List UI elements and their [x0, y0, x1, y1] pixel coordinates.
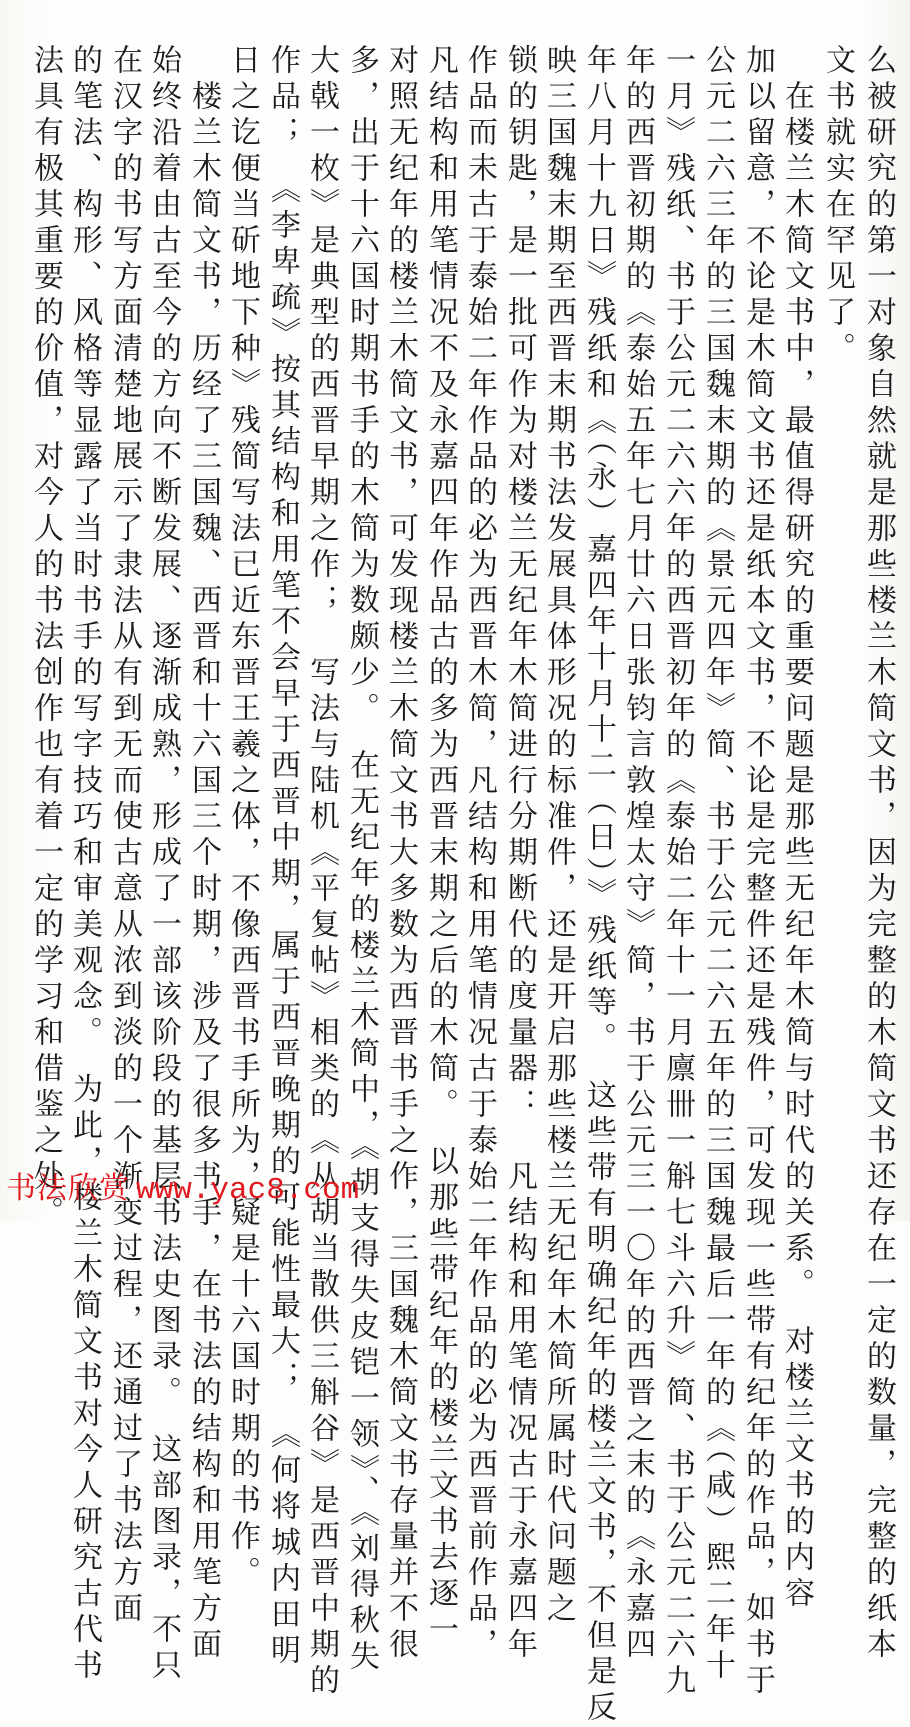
text-column-10: 锁的钥匙，是一批可作为对楼兰无纪年木简进行分期断代的度量器： 凡结构和用笔情况古于永嘉四年 [502, 44, 537, 1664]
text-column-15: 大戟一枚》是典型的西晋早期之作； 写法与陆机《平复帖》相类的《从胡当散供三斛谷》是西晋中期的 [304, 44, 339, 1700]
watermark [6, 1163, 359, 1208]
text-column-11: 作品而未古于泰始二年作品的必为西晋木简，凡结构和用笔情况古于泰始二年作品的必为西晋前作品， [462, 44, 497, 1664]
text-column-19: 始终沿着由古至今的方向不断发展、逐渐成熟，形成了一部该阶段的基层书法史图录。 这部图录，不只 [146, 44, 181, 1685]
text-column-20: 在汉字的书写方面清楚地展示了隶法从有到无而使古意从浓到淡的一个渐变过程，还通过了书法方面 [107, 44, 142, 1628]
text-column-21: 的笔法、构形、风格等显露了当时书手的写字技巧和审美观念。 为此，楼兰木简文书对今人研究古代书 [67, 44, 102, 1685]
text-column-16: 作品； 《李卑疏》按其结构和用笔不会早于西晋中期，属于西晋晚期的可能性最大； 《何将城内田明 [265, 44, 300, 1670]
text-column-14: 多，出于十六国时期书手的木简为数颇少。 在无纪年的楼兰木简中，《胡支得失皮铠一领》、《刘得秋失 [344, 44, 379, 1676]
text-column-9: 映三国魏末期至西晋末期书法发展具体形况的标准件，还是开启那些楼兰无纪年木简所属时代问题之 [541, 44, 576, 1628]
text-column-6: 一月》残纸、书于公元二六六年的西晋初年的《泰始二年十一月廪卌一斛七斗六升》简、书于公元二六九 [660, 44, 695, 1700]
text-column-13: 对照无纪年的楼兰木简文书，可发现楼兰木简文书大多数为西晋书手之作，三国魏木简文书存量并不很 [383, 44, 418, 1664]
text-column-1: 么被研究的第一对象自然就是那些楼兰木简文书，因为完整的木简文书还存在一定的数量，完整的纸本 [861, 44, 896, 1664]
text-column-2: 文书就实在罕见了。 [820, 44, 855, 368]
text-column-12: 凡结构和用笔情况不及永嘉四年作品古的多为西晋末期之后的木简。 以那些带纪年的楼兰文书去逐一 [423, 44, 458, 1649]
text-column-17: 日之讫便当斫地下种》残简写法已近东晋王羲之体，不像西晋书手所为，疑是十六国时期的书作。 [225, 44, 260, 1592]
watermark-site-name: 书法欣赏 [6, 1171, 130, 1206]
text-column-5: 公元二六三年的三国魏末期的《景元四年》简、书于公元二六五年的三国魏最后一年的《（咸）熙二年十 [700, 44, 735, 1685]
text-column-8: 年八月十九日》残纸和《（永）嘉四年十月十二（日）》残纸等。 这些带有明确纪年的楼兰文书，不但是反 [581, 44, 616, 1727]
watermark-url: www.yac8.com [136, 1173, 360, 1208]
text-column-7: 年的西晋初期的《泰始五年七月廿六日张钧言敦煌太守》简，书于公元三一〇年的西晋之末的《永嘉四 [620, 44, 655, 1664]
text-column-18: 楼兰木简文书，历经了三国魏、西晋和十六国三个时期，涉及了很多书手，在书法的结构和用笔方面 [186, 44, 221, 1664]
text-column-22: 法具有极其重要的价值，对今人的书法创作也有着一定的学习和借鉴之处。 [28, 44, 63, 1232]
text-column-3: 在楼兰木简文书中，最值得研究的重要问题是那些无纪年木简与时代的关系。 对楼兰文书的内容 [779, 44, 814, 1613]
text-column-4: 加以留意，不论是木简文书还是纸本文书，不论是完整件还是残件，可发现一些带有纪年的作品，如书于 [740, 44, 775, 1700]
